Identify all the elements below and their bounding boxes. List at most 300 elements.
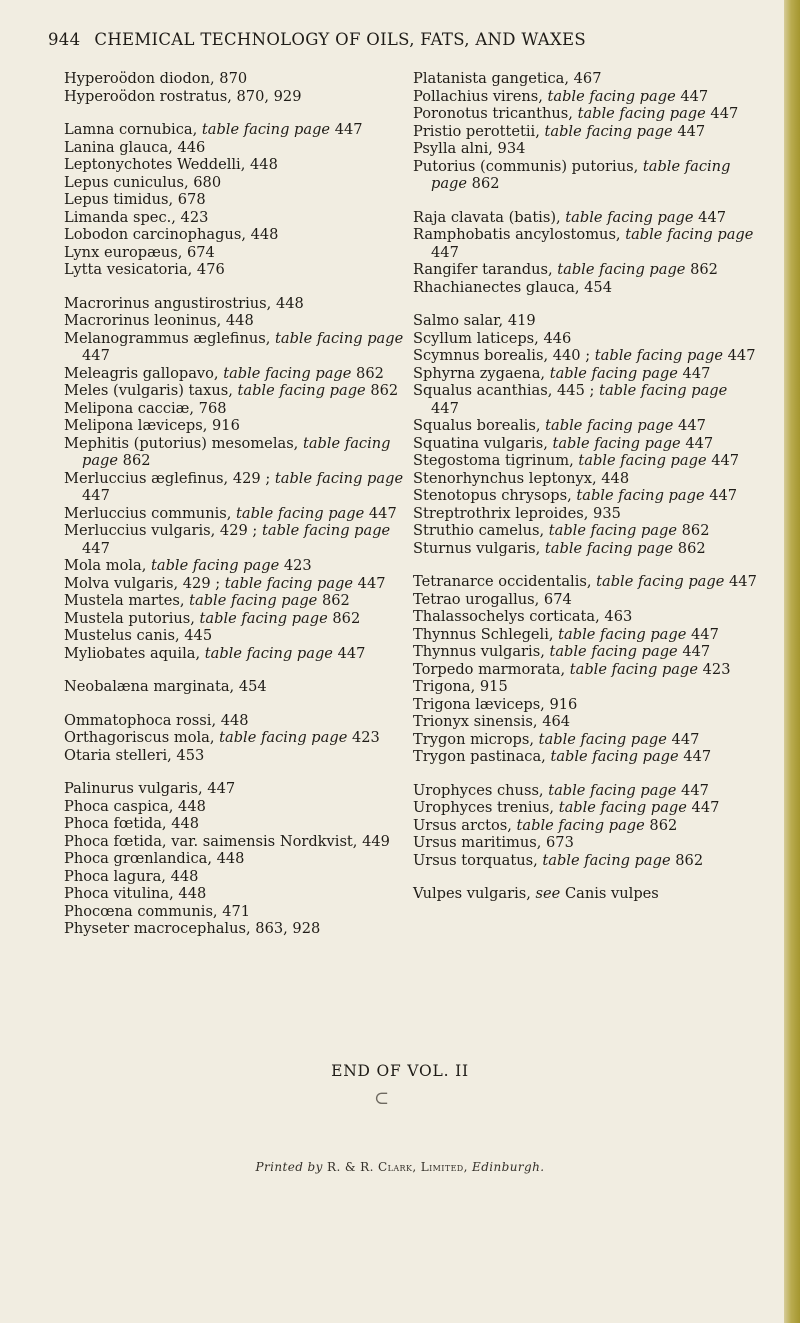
index-entry xyxy=(64,645,404,663)
entry-name: Lepus cuniculus, xyxy=(64,173,189,191)
entry-name: Otaria stelleri, xyxy=(64,746,172,764)
entry-reference: 915 xyxy=(475,678,508,695)
entry-name: Mustela putorius, xyxy=(64,609,195,627)
entry-name: Lepus timidus, xyxy=(64,191,174,208)
entry-reference: 448 xyxy=(216,711,249,729)
index-entry xyxy=(64,780,404,798)
index-entry xyxy=(64,627,404,645)
index-entry xyxy=(413,522,758,540)
entry-name: Trygon microps, xyxy=(413,730,535,748)
entry-reference: 862 xyxy=(644,816,678,834)
entry-reference: 870, 929 xyxy=(231,87,302,105)
entry-name: Mola mola, xyxy=(64,557,147,574)
entry-reference: 447 xyxy=(686,799,720,816)
entry-name: Phoca grœnlandica, xyxy=(64,850,212,867)
entry-reference: 453 xyxy=(171,746,205,764)
entry-reference: 448 xyxy=(596,469,630,487)
entry-name: Lamna cornubica, xyxy=(64,121,198,138)
entry-note: table facing page xyxy=(594,382,728,399)
index-entry xyxy=(64,139,404,157)
index-entry xyxy=(413,626,758,644)
end-of-volume: END OF VOL. II xyxy=(331,1062,469,1080)
entry-reference: 454 xyxy=(579,278,612,296)
entry-name: Ursus torquatus, xyxy=(413,851,538,869)
index-entry xyxy=(64,382,404,400)
index-entry xyxy=(413,487,758,505)
entry-name: Palinurus vulgaris, xyxy=(64,780,203,797)
entry-reference: 448 xyxy=(173,797,206,815)
entry-note: table facing page xyxy=(544,643,678,660)
index-group xyxy=(64,121,404,279)
entry-note: table facing page xyxy=(553,625,687,643)
entry-note: table facing page xyxy=(552,261,686,278)
entry-reference: 934 xyxy=(492,140,526,157)
entry-reference: 862 xyxy=(673,539,706,557)
index-entry xyxy=(64,729,404,747)
entry-reference: 447 xyxy=(431,243,459,261)
index-entry xyxy=(413,347,758,365)
entry-name: Torpedo marmorata, xyxy=(413,660,566,678)
index-entry xyxy=(413,713,758,731)
entry-name: Melipona læviceps, xyxy=(64,417,208,434)
entry-reference: 447 xyxy=(82,347,110,364)
index-entry xyxy=(413,608,758,626)
entry-reference: 447 xyxy=(82,487,110,504)
entry-name: Stenotopus chrysops, xyxy=(413,487,572,504)
entry-reference: 862 xyxy=(327,609,361,627)
entry-name: Thynnus Schlegeli, xyxy=(413,625,554,643)
entry-name: Urophyces chuss, xyxy=(413,781,544,799)
index-column-left xyxy=(64,70,404,938)
index-entry xyxy=(64,156,404,174)
index-group xyxy=(64,712,404,765)
index-group xyxy=(413,209,758,297)
entry-reference: 447 xyxy=(677,364,711,382)
entry-name: Orthagoriscus mola, xyxy=(64,729,215,746)
index-entry xyxy=(64,70,404,88)
index-entry xyxy=(64,295,404,313)
index-entry xyxy=(64,815,404,833)
entry-name: Mustelus canis, xyxy=(64,627,180,644)
index-entry xyxy=(413,435,758,453)
entry-note: table facing page xyxy=(537,851,671,869)
entry-name: Leptonychotes Weddelli, xyxy=(64,156,246,173)
index-column-right xyxy=(413,70,758,903)
entry-name: Raja clavata (batis), xyxy=(413,208,561,226)
index-entry xyxy=(64,920,404,938)
entry-name: Urophyces trenius, xyxy=(413,799,555,816)
entry-name: Phoca caspica, xyxy=(64,797,174,815)
entry-note: table facing page xyxy=(431,157,731,192)
running-header xyxy=(48,30,778,54)
index-entry xyxy=(64,191,404,209)
index-entry xyxy=(64,400,404,418)
index-entry xyxy=(64,88,404,106)
index-entry xyxy=(413,330,758,348)
entry-reference: 447 xyxy=(706,452,740,469)
entry-name: Lanina glauca, xyxy=(64,138,173,156)
entry-reference: 447 xyxy=(676,781,709,799)
entry-reference: 429 ; xyxy=(178,574,221,592)
entry-name: Platanista gangetica, xyxy=(413,70,569,87)
entry-name: Salmo salar, xyxy=(413,312,504,329)
index-entry xyxy=(64,868,404,886)
entry-name: Thalassochelys corticata, xyxy=(413,608,600,625)
index-entry xyxy=(413,782,758,800)
entry-name: Trionyx sinensis, xyxy=(413,713,538,730)
entry-reference: 447 xyxy=(364,504,397,522)
entry-note: table facing page xyxy=(184,592,318,609)
entry-name: Pristio perottetii, xyxy=(413,122,540,140)
index-entry xyxy=(413,209,758,227)
entry-reference: 935 xyxy=(588,504,621,522)
entry-reference: 429 ; xyxy=(228,469,271,487)
entry-name: Rhachianectes glauca, xyxy=(413,278,580,296)
entry-name: Ommatophoca rossi, xyxy=(64,711,217,729)
entry-reference: 463 xyxy=(599,608,633,625)
entry-note: table facing page xyxy=(545,364,678,382)
entry-reference: 447 xyxy=(677,643,711,660)
entry-name: Ramphobatis ancylostomus, xyxy=(413,226,621,243)
entry-name: Lytta vesicatoria, xyxy=(64,261,193,278)
entry-name: Macrorinus angustirostrius, xyxy=(64,294,272,312)
entry-name: Melipona cacciæ, xyxy=(64,399,195,417)
index-entry xyxy=(64,470,404,505)
entry-name: Mephitis (putorius) mesomelas, xyxy=(64,434,299,452)
entry-reference: 446 xyxy=(172,138,206,156)
entry-reference: 447 xyxy=(330,121,363,138)
entry-reference: 476 xyxy=(192,261,225,278)
entry-name: Streptrothrix leproides, xyxy=(413,504,589,522)
entry-name: Phoca vitulina, xyxy=(64,885,174,902)
entry-reference: 448 xyxy=(245,156,278,173)
index-entry xyxy=(413,852,758,870)
entry-reference: 447 xyxy=(704,487,738,504)
entry-reference: 423 xyxy=(697,660,731,678)
entry-reference: 446 xyxy=(538,329,572,347)
entry-name: Ursus maritimus, xyxy=(413,834,542,851)
entry-note: table facing page xyxy=(539,122,673,140)
entry-reference: 448 xyxy=(166,815,200,832)
entry-reference: 447 xyxy=(724,573,757,590)
entry-reference: Canis vulpes xyxy=(560,885,659,902)
entry-name: Putorius (communis) putorius, xyxy=(413,157,639,175)
entry-name: Ursus arctos, xyxy=(413,816,512,834)
index-entry xyxy=(413,591,758,609)
index-entry xyxy=(64,610,404,628)
index-entry xyxy=(413,312,758,330)
index-group xyxy=(64,678,404,696)
index-entry xyxy=(413,158,758,193)
entry-reference: 448 xyxy=(165,867,199,885)
entry-reference: 471 xyxy=(217,902,251,920)
imprint-printer: R. & R. Clark, Limited, xyxy=(322,1160,468,1174)
index-group xyxy=(413,885,758,903)
ornament-mark: ⊂ xyxy=(374,1088,390,1109)
entry-reference: 862 xyxy=(670,851,704,869)
index-entry xyxy=(64,435,404,470)
entry-reference: 862 xyxy=(467,175,500,192)
index-entry xyxy=(64,312,404,330)
entry-reference: 447 xyxy=(672,122,706,140)
entry-note: table facing page xyxy=(534,730,667,748)
index-entry xyxy=(64,244,404,262)
entry-reference: 916 xyxy=(207,417,240,434)
index-entry xyxy=(413,799,758,817)
entry-note: table facing page xyxy=(591,573,725,590)
index-entry xyxy=(64,209,404,227)
entry-note: table facing page xyxy=(545,748,679,765)
entry-reference: 467 xyxy=(568,70,602,87)
entry-name: Rangifer tarandus, xyxy=(413,261,553,278)
index-group xyxy=(64,295,404,663)
entry-reference: 862 xyxy=(118,452,151,469)
index-group xyxy=(413,782,758,870)
entry-note: table facing page xyxy=(571,487,705,504)
index-entry xyxy=(413,261,758,279)
entry-reference: 862 xyxy=(685,261,718,278)
index-entry xyxy=(64,798,404,816)
index-entry xyxy=(413,540,758,558)
index-entry xyxy=(413,470,758,488)
entry-reference: 674 xyxy=(539,590,572,608)
index-group xyxy=(413,573,758,766)
index-entry xyxy=(413,748,758,766)
entry-name: Psylla alni, xyxy=(413,140,493,157)
index-entry xyxy=(64,747,404,765)
entry-note: table facing page xyxy=(197,121,331,138)
entry-name: Molva vulgaris, xyxy=(64,574,179,592)
entry-reference: 419 xyxy=(503,312,536,329)
entry-reference: 423 xyxy=(279,557,312,574)
index-entry xyxy=(64,712,404,730)
index-entry xyxy=(64,174,404,192)
entry-name: Pollachius virens, xyxy=(413,87,543,105)
entry-note: table facing page xyxy=(257,522,391,539)
entry-name: Limanda spec., xyxy=(64,208,176,226)
entry-name: Tetranarce occidentalis, xyxy=(413,573,592,590)
index-entry xyxy=(413,731,758,749)
entry-name: Merluccius communis, xyxy=(64,504,232,522)
entry-note: see xyxy=(530,885,561,902)
entry-name: Struthio camelus, xyxy=(413,522,545,539)
entry-name: Trigona, xyxy=(413,678,476,695)
entry-name: Trigona læviceps, xyxy=(413,695,545,713)
entry-name: Scymnus borealis, xyxy=(413,347,549,364)
entry-reference: 423 xyxy=(347,729,380,746)
entry-name: Meleagris gallopavo, xyxy=(64,364,219,382)
entry-name: Stegostoma tigrinum, xyxy=(413,452,574,469)
entry-reference: 862 xyxy=(676,522,710,539)
index-entry xyxy=(413,70,758,88)
entry-note: table facing page xyxy=(231,504,365,522)
index-entry xyxy=(413,226,758,261)
index-entry xyxy=(413,279,758,297)
entry-reference: 447 xyxy=(332,644,366,662)
entry-reference: 447 xyxy=(705,105,739,122)
entry-note: table facing page xyxy=(540,539,674,557)
entry-reference: 447 xyxy=(723,347,756,364)
index-group xyxy=(413,312,758,557)
index-entry xyxy=(64,678,404,696)
entry-name: Phoca fœtida, xyxy=(64,815,167,832)
entry-name: Merluccius æglefinus, xyxy=(64,469,229,487)
entry-reference: 429 ; xyxy=(215,522,258,539)
index-entry xyxy=(64,121,404,139)
entry-reference: 445 xyxy=(179,627,213,644)
entry-reference: 448 xyxy=(173,885,207,902)
entry-name: Vulpes vulgaris, xyxy=(413,885,531,902)
entry-name: Phoca lagura, xyxy=(64,867,166,885)
index-entry xyxy=(64,833,404,851)
index-entry xyxy=(64,522,404,557)
entry-name: Trygon pastinaca, xyxy=(413,748,546,765)
entry-name: Stenorhynchus leptonyx, xyxy=(413,469,597,487)
index-entry xyxy=(64,365,404,383)
entry-reference: 447 xyxy=(82,539,110,557)
entry-note: table facing page xyxy=(214,729,348,746)
entry-note: table facing page xyxy=(560,208,694,226)
entry-name: Phocœna communis, xyxy=(64,902,218,920)
index-entry xyxy=(64,557,404,575)
entry-name: Hyperoödon diodon, xyxy=(64,70,215,87)
index-entry xyxy=(413,382,758,417)
entry-note: table facing page xyxy=(572,105,706,122)
imprint-printed-by: Printed by xyxy=(255,1160,323,1174)
entry-reference: 447 xyxy=(686,625,719,643)
entry-reference: 464 xyxy=(537,713,571,730)
entry-note: table facing page xyxy=(270,469,404,487)
entry-reference: 678 xyxy=(173,191,206,208)
entry-note: table facing page xyxy=(232,382,366,399)
entry-reference: 448 xyxy=(221,312,254,329)
entry-name: Melanogrammus æglefinus, xyxy=(64,329,271,347)
index-entry xyxy=(413,696,758,714)
entry-note: table facing page xyxy=(194,609,328,627)
index-entry xyxy=(413,140,758,158)
entry-reference: 448 xyxy=(211,850,245,867)
entry-note: table facing page xyxy=(542,87,676,105)
index-entry xyxy=(413,643,758,661)
index-entry xyxy=(64,330,404,365)
entry-note: table facing page xyxy=(270,329,404,347)
entry-reference: 870 xyxy=(214,70,248,87)
entry-name: Lobodon carcinophagus, xyxy=(64,226,246,243)
index-group xyxy=(413,70,758,193)
entry-name: Merluccius vulgaris, xyxy=(64,522,216,539)
entry-note: table facing page xyxy=(218,364,352,382)
index-group xyxy=(64,70,404,105)
entry-name: Phoca fœtida, var. saimensis Nordkvist, xyxy=(64,832,358,850)
index-entry xyxy=(413,105,758,123)
entry-reference: 445 ; xyxy=(552,382,595,399)
entry-reference: 448 xyxy=(271,294,304,312)
index-entry xyxy=(64,850,404,868)
entry-note: table facing page xyxy=(620,226,754,243)
index-entry xyxy=(413,573,758,591)
index-group xyxy=(64,780,404,938)
entry-reference: 447 xyxy=(202,780,236,797)
running-title: CHEMICAL TECHNOLOGY OF OILS, FATS, AND WAXES xyxy=(94,30,587,49)
entry-note: table facing page xyxy=(82,434,391,469)
entry-name: Thynnus vulgaris, xyxy=(413,643,545,660)
entry-note: table facing page xyxy=(200,644,333,662)
entry-reference: 447 xyxy=(693,208,727,226)
entry-note: table facing page xyxy=(547,434,681,452)
entry-name: Macrorinus leoninus, xyxy=(64,312,222,329)
entry-name: Sturnus vulgaris, xyxy=(413,539,541,557)
index-entry xyxy=(413,505,758,523)
entry-reference: 449 xyxy=(357,832,390,850)
entry-note: table facing page xyxy=(573,452,707,469)
page-number: 944 xyxy=(48,30,81,49)
entry-name: Poronotus tricanthus, xyxy=(413,105,573,122)
entry-note: table facing page xyxy=(511,816,645,834)
entry-note: table facing page xyxy=(554,799,687,816)
entry-reference: 680 xyxy=(188,173,222,191)
index-entry xyxy=(413,452,758,470)
entry-name: Scyllum laticeps, xyxy=(413,329,539,347)
index-entry xyxy=(413,123,758,141)
entry-note: table facing page xyxy=(540,417,674,434)
entry-name: Lynx europæus, xyxy=(64,243,183,261)
entry-name: Physeter macrocephalus, xyxy=(64,920,251,937)
index-entry xyxy=(413,885,758,903)
entry-note: table facing page xyxy=(220,574,354,592)
entry-name: Squatina vulgaris, xyxy=(413,434,548,452)
entry-name: Sphyrna zygaena, xyxy=(413,364,546,382)
index-entry xyxy=(64,417,404,435)
index-entry xyxy=(64,226,404,244)
entry-reference: 454 xyxy=(234,678,267,695)
entry-reference: 674 xyxy=(182,243,215,261)
index-entry xyxy=(64,261,404,279)
index-entry xyxy=(64,903,404,921)
index-entry xyxy=(413,834,758,852)
index-entry xyxy=(413,817,758,835)
imprint-place: Edinburgh. xyxy=(467,1160,545,1174)
entry-reference: 447 xyxy=(673,417,706,434)
entry-note: table facing page xyxy=(565,660,698,678)
entry-note: table facing page xyxy=(543,781,677,799)
entry-name: Mustela martes, xyxy=(64,592,185,609)
entry-reference: 447 xyxy=(431,399,459,417)
entry-reference: 673 xyxy=(541,834,574,851)
entry-reference: 862 xyxy=(351,364,384,382)
index-entry xyxy=(413,417,758,435)
index-entry xyxy=(64,505,404,523)
entry-name: Squalus borealis, xyxy=(413,417,541,434)
index-entry xyxy=(413,365,758,383)
entry-reference: 862 xyxy=(317,592,350,609)
entry-reference: 447 xyxy=(675,87,709,105)
entry-reference: 447 xyxy=(666,730,700,748)
entry-reference: 440 ; xyxy=(548,347,591,364)
printer-imprint xyxy=(0,1160,800,1174)
index-entry xyxy=(413,661,758,679)
entry-reference: 447 xyxy=(353,574,386,592)
entry-reference: 768 xyxy=(194,399,227,417)
page-edge xyxy=(784,0,800,1323)
entry-name: Hyperoödon rostratus, xyxy=(64,87,232,105)
entry-note: table facing page xyxy=(146,557,280,574)
index-entry xyxy=(413,678,758,696)
index-entry xyxy=(413,88,758,106)
entry-reference: 447 xyxy=(680,434,714,452)
entry-reference: 916 xyxy=(544,695,578,713)
entry-reference: 862 xyxy=(365,382,399,399)
entry-reference: 448 xyxy=(245,226,279,243)
